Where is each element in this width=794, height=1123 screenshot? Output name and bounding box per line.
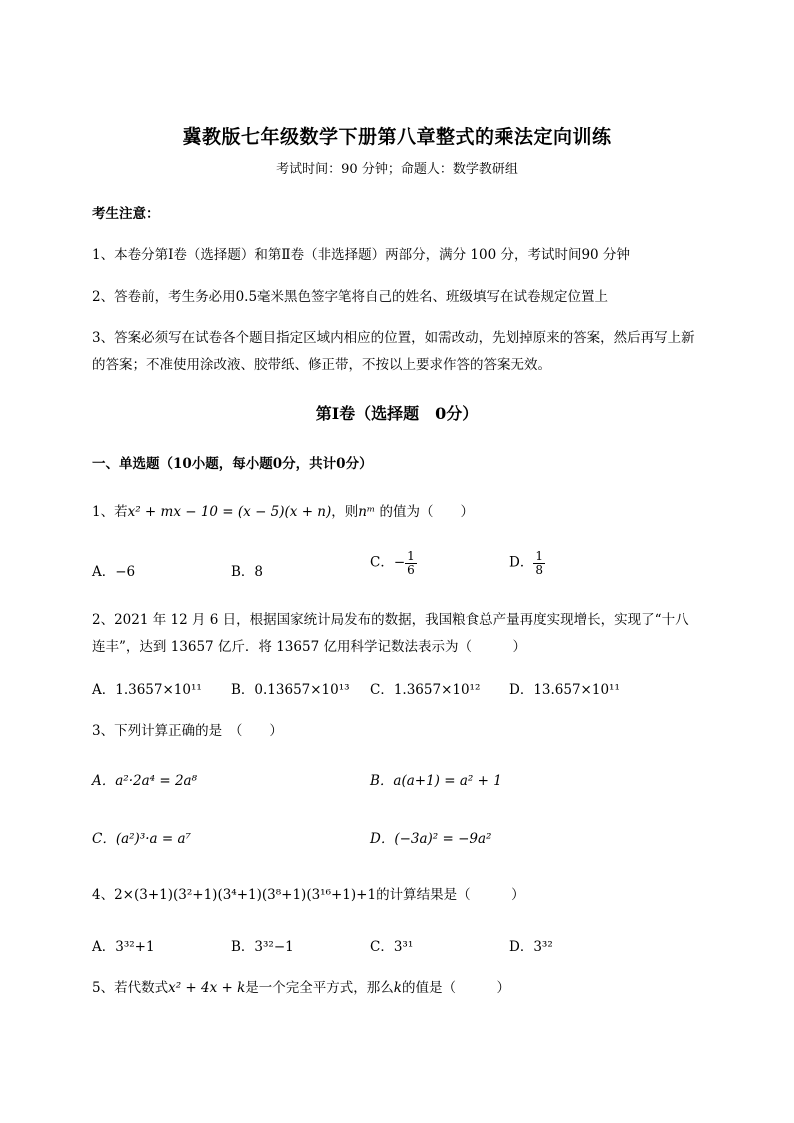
q1-middle: ，则 bbox=[331, 504, 359, 520]
q1-option-c: C．− $\frac{1}{6}$ bbox=[370, 549, 415, 577]
q5-prefix: 5、若代数式 bbox=[92, 980, 169, 996]
q1-prefix: 1、若 bbox=[92, 504, 128, 520]
notice-item-3: 3、答案必须写在试卷各个题目指定区域内相应的位置，如需改动，先划掉原来的答案，然后再写上新 bbox=[92, 330, 695, 346]
notice-item-1: 1、本卷分第Ⅰ卷（选择题）和第Ⅱ卷（非选择题）两部分，满分 100 分，考试时间90 分钟 bbox=[92, 247, 630, 263]
q1-suffix: 的值为（ ） bbox=[375, 504, 475, 520]
q4-suffix: 的计算结果是（ ） bbox=[376, 887, 525, 903]
q3-option-d: D．(−3a)² = −9a² bbox=[370, 831, 492, 847]
fraction-one-eighth: $\frac{1}{8}$ bbox=[535, 549, 543, 577]
q1-expr: nᵐ bbox=[358, 504, 376, 520]
notice-item-3-cont: 的答案；不准使用涂改液、胶带纸、修正带，不按以上要求作答的答案无效。 bbox=[92, 357, 551, 373]
q4-option-d: D．3³² bbox=[509, 939, 553, 955]
notice-heading: 考生注意： bbox=[92, 206, 160, 222]
q5-expression: x² + 4x + k bbox=[168, 980, 246, 996]
q1-option-b: B．8 bbox=[231, 564, 264, 580]
part-heading: 一、单选题（10小题，每小题0分，共计0分） bbox=[92, 456, 373, 472]
q5-suffix: 的值是（ ） bbox=[401, 980, 510, 996]
question-3: 3、下列计算正确的是 （ ） bbox=[92, 723, 283, 739]
question-2-line-1: 2、2021 年 12 月 6 日，根据国家统计局发布的数据，我国粮食总产量再度实现增长，实现了“十八 bbox=[92, 612, 689, 628]
q5-middle: 是一个完全平方式，那么 bbox=[245, 980, 394, 996]
q4-option-c: C．3³¹ bbox=[370, 939, 414, 955]
question-1 bbox=[92, 500, 474, 520]
question-4 bbox=[92, 883, 525, 903]
q2-option-d: D．13.657×10¹¹ bbox=[509, 682, 620, 698]
q5-variable: k bbox=[393, 980, 402, 996]
q2-option-b: B．0.13657×10¹³ bbox=[231, 682, 350, 698]
q1-option-a: A．−6 bbox=[92, 564, 136, 580]
section-title: 第Ⅰ卷（选择题 0分） bbox=[315, 404, 479, 423]
q4-option-a: A．3³²+1 bbox=[92, 939, 155, 955]
q4-expression: 4、2×(3+1)(3²+1)(3⁴+1)(3⁸+1)(3¹⁶+1)+1 bbox=[92, 887, 377, 903]
q2-option-a: A．1.3657×10¹¹ bbox=[92, 682, 202, 698]
question-5 bbox=[92, 976, 510, 996]
q2-option-c: C．1.3657×10¹² bbox=[370, 682, 481, 698]
q3-option-a: A．a²·2a⁴ = 2a⁸ bbox=[92, 773, 197, 789]
fraction-one-sixth: $\frac{1}{6}$ bbox=[407, 549, 415, 577]
exam-info: 考试时间：90 分钟；命题人：数学教研组 bbox=[276, 162, 518, 177]
question-2-line-2: 连丰”，达到 13657 亿斤．将 13657 亿用科学记数法表示为（ ） bbox=[92, 639, 526, 655]
notice-item-2: 2、答卷前，考生务必用0.5毫米黑色签字笔将自己的姓名、班级填写在试卷规定位置上 bbox=[92, 289, 609, 305]
q4-option-b: B．3³²−1 bbox=[231, 939, 294, 955]
q3-option-c: C．(a²)³·a = a⁷ bbox=[92, 831, 191, 847]
q1-option-d: D． $\frac{1}{8}$ bbox=[509, 549, 543, 577]
q1-equation: x² + mx − 10 = (x − 5)(x + n) bbox=[127, 504, 332, 520]
page-title: 冀教版七年级数学下册第八章整式的乘法定向训练 bbox=[182, 126, 612, 148]
q3-option-b: B．a(a+1) = a² + 1 bbox=[370, 773, 502, 789]
